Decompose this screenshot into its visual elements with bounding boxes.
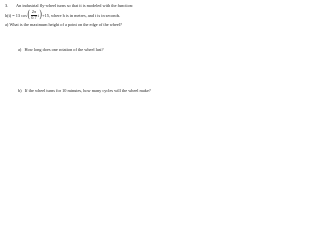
part-b-cycles <box>18 88 151 93</box>
equation-lhs: h(t) = 13 cos <box>5 12 27 18</box>
right-paren: ) <box>39 9 42 20</box>
fraction-denominator: 0.7 <box>31 14 37 20</box>
equation <box>5 9 120 21</box>
question-number: 3. <box>5 3 9 8</box>
part-text: How long does one rotation of the wheel last? <box>24 47 104 52</box>
equation-variable: t <box>37 12 39 18</box>
part-label: b) <box>18 88 22 93</box>
equation-rhs: +15, where h is in metres, and t is in seconds. <box>42 12 121 18</box>
part-label: a) <box>18 47 22 52</box>
part-text: What is the maximum height of a point on the edge of the wheel? <box>9 22 122 27</box>
fraction-numerator: 2π <box>31 8 37 14</box>
part-a-rotation-time <box>18 47 104 52</box>
part-a-max-height <box>5 22 122 27</box>
part-text: If the wheel turns for 10 minutes, how many cycles will the wheel make? <box>24 88 151 93</box>
problem-intro: An industrial fly-wheel turns so that it is modeled with the function: <box>16 3 134 8</box>
equation-fraction <box>31 10 37 20</box>
worksheet-page <box>0 0 200 127</box>
part-label: a) <box>5 22 9 27</box>
left-paren: ( <box>27 9 30 20</box>
